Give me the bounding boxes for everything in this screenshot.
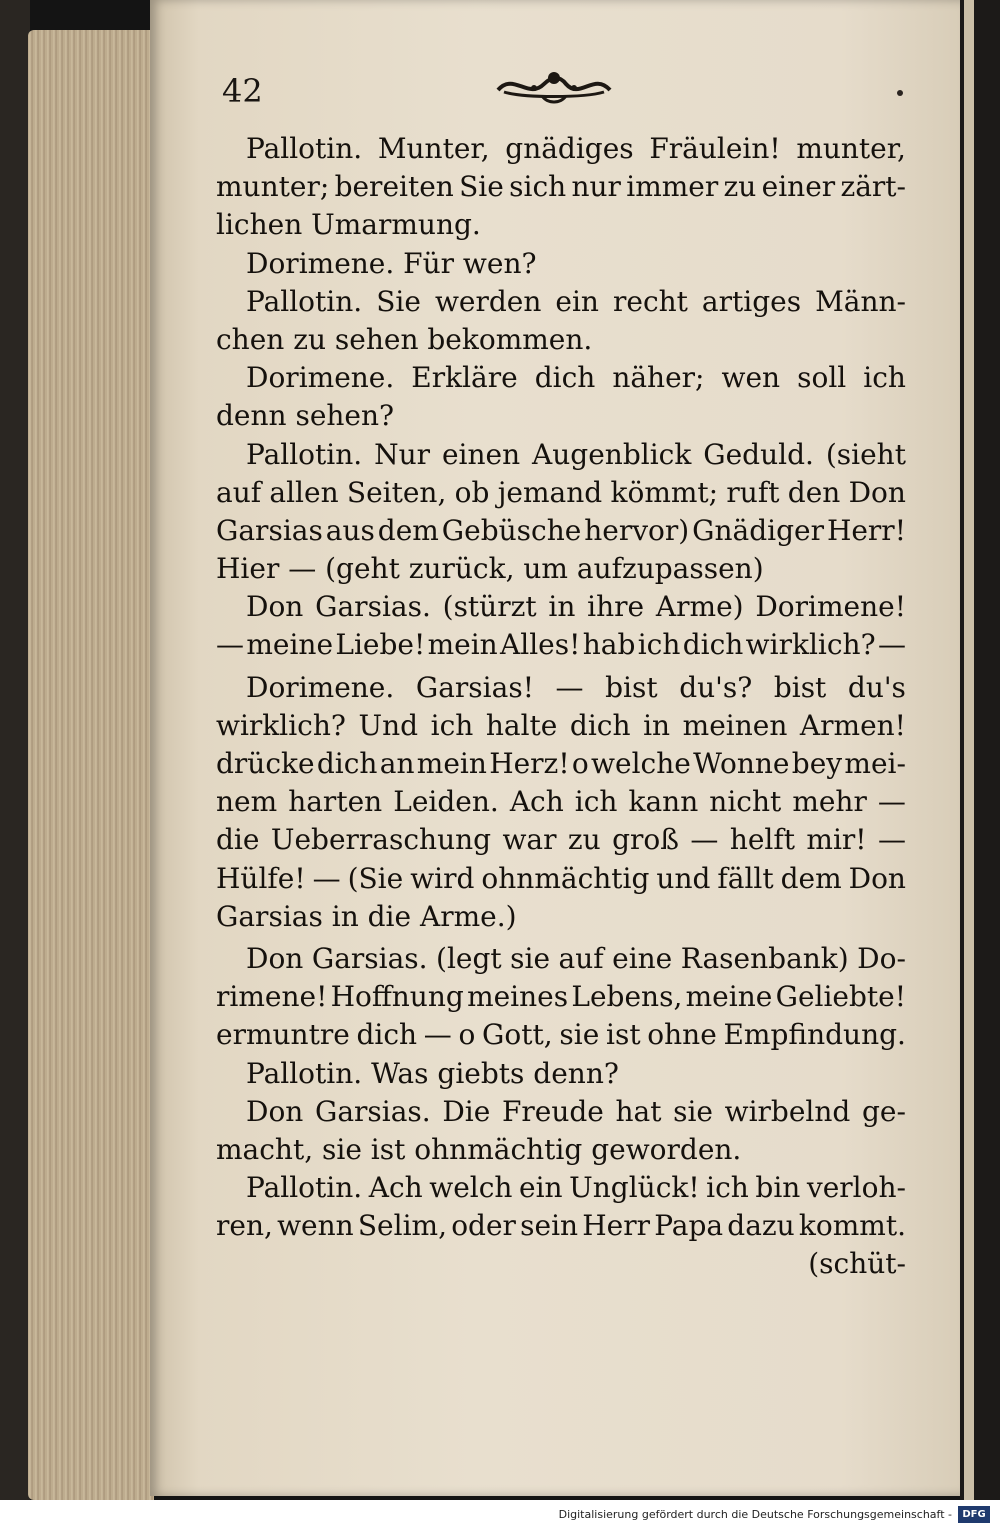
page-block-edges [28, 30, 154, 1500]
text-line: rimene! Hoffnung meines Lebens, meine Geliebte! [216, 980, 906, 1014]
text-line: chen zu sehen bekommen. [216, 322, 593, 356]
page-number: 42 [222, 72, 263, 110]
ink-dot [897, 90, 903, 96]
text-line: Pallotin. Was giebts denn? [246, 1056, 619, 1090]
text-line: Hier — (geht zurück, um aufzupassen) [216, 552, 764, 586]
text-line: Hülfe! — (Sie wird ohnmächtig und fällt dem Don [216, 861, 906, 895]
vignette-ornament-icon [494, 62, 614, 106]
text-line: Garsias in die Arme.) [216, 899, 517, 933]
text-line: Pallotin. Munter, gnädiges Fräulein! munter, [246, 132, 906, 165]
text-line: Don Garsias. (legt sie auf eine Rasenbank) Do- [246, 941, 906, 975]
text-line: auf allen Seiten, ob jemand kömmt; ruft den Don [216, 475, 906, 509]
text-line: Garsias aus dem Gebüsche hervor) Gnädiger Herr! [216, 513, 906, 547]
text-line: drücke dich an mein Herz! o welche Wonne bey mei- [216, 747, 906, 780]
text-line: macht, sie ist ohnmächtig geworden. [216, 1132, 742, 1166]
funding-credit: Digitalisierung gefördert durch die Deutsche Forschungsgemeinschaft - [558, 1508, 952, 1521]
facing-page-sliver [964, 0, 974, 1500]
catchword: (schüt- [808, 1247, 906, 1281]
text-line: Don Garsias. Die Freude hat sie wirbelnd ge- [246, 1094, 906, 1128]
text-line: Pallotin. Nur einen Augenblick Geduld. (sieht [246, 437, 906, 471]
book-cover-edge [0, 0, 30, 1500]
text-line: wirklich? Und ich halte dich in meinen Armen! [216, 708, 906, 742]
text-line: — meine Liebe! mein Alles! hab ich dich wirklich? — [216, 628, 906, 662]
text-line: Dorimene. Garsias! — bist du's? bist du's [246, 670, 906, 704]
facing-page-edge [960, 0, 1000, 1500]
dfg-logo-icon: DFG [958, 1506, 990, 1523]
text-line: ren, wenn Selim, oder sein Herr Papa dazu kommt. [216, 1209, 906, 1243]
text-line: Pallotin. Ach welch ein Unglück! ich bin verloh- [246, 1171, 906, 1205]
text-line: Dorimene. Erkläre dich näher; wen soll ich [246, 361, 906, 395]
text-line: nem harten Leiden. Ach ich kann nicht mehr — [216, 785, 906, 819]
text-line: ermuntre dich — o Gott, sie ist ohne Empfindung. [216, 1018, 906, 1052]
footer-bar [0, 1500, 1000, 1529]
text-line: Dorimene. Für wen? [246, 246, 537, 280]
text-line: Pallotin. Sie werden ein recht artiges Männ- [246, 284, 906, 318]
text-line: denn sehen? [216, 399, 395, 433]
text-line: Don Garsias. (stürzt in ihre Arme) Dorimene! [246, 590, 906, 624]
text-line: munter; bereiten Sie sich nur immer zu einer zärt- [216, 170, 906, 204]
text-line: die Ueberraschung war zu groß — helft mir! — [216, 823, 906, 857]
body-text [216, 130, 906, 1284]
text-line: lichen Umarmung. [216, 208, 481, 242]
